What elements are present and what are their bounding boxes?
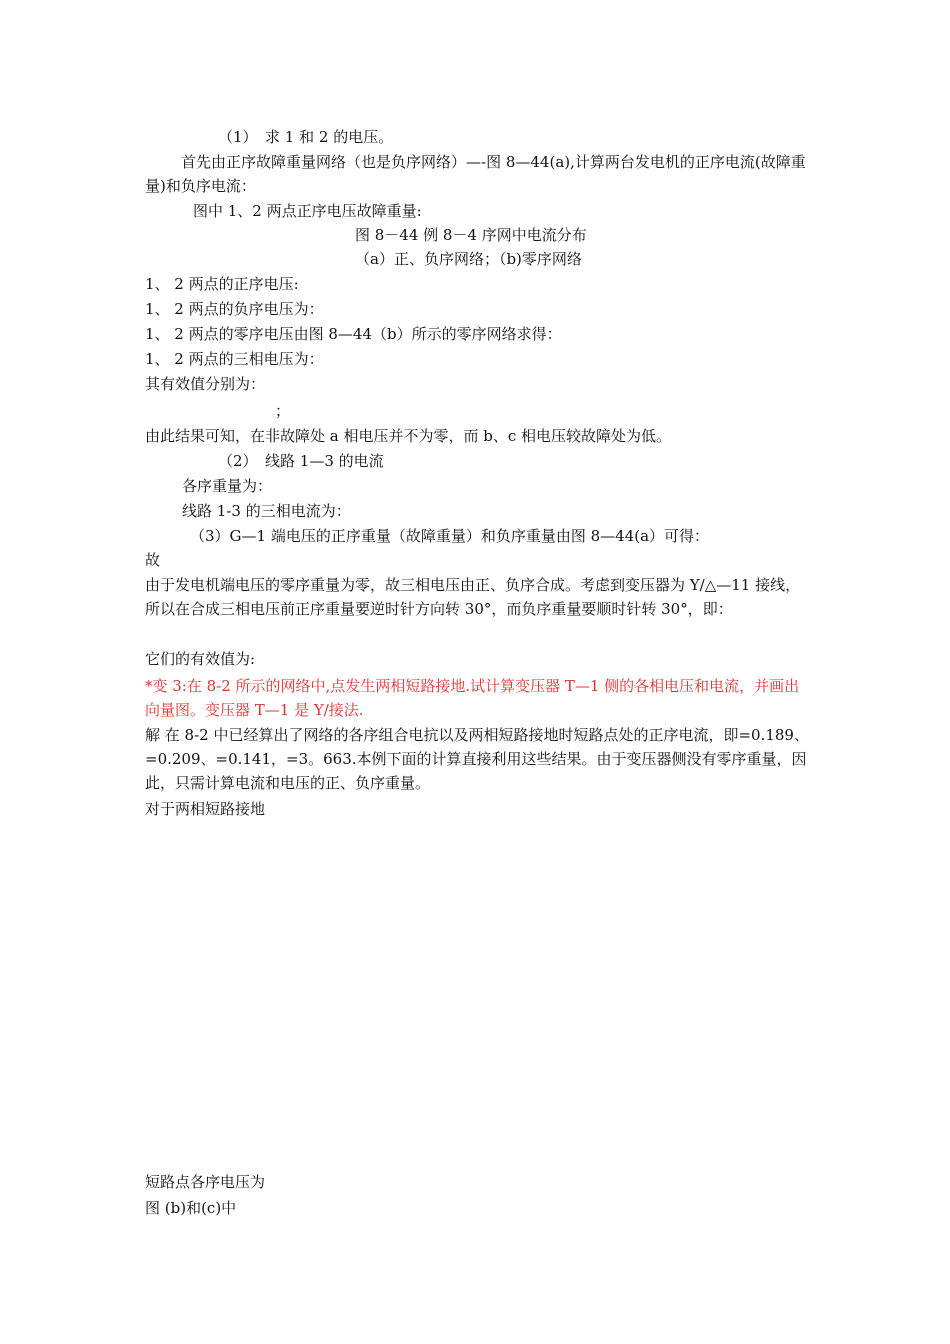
paragraph: 由于发电机端电压的零序重量为零，故三相电压由正、负序合成。考虑到变压器为 Y/△—11 接线，所以在合成三相电压前正序重量要逆时针方向转 30°，而负序重量要顺时针转 30°，即： xyxy=(145,576,801,618)
exercise-statement: *变 3:在 8-2 所示的网络中,点发生两相短路接地.试计算变压器 T—1 侧的各相电压和电流，并画出向量图。变压器 T—1 是 Y/接法. xyxy=(145,677,800,719)
text-line: 图中 1、2 两点正序电压故障重量: xyxy=(193,202,422,220)
text-line: 对于两相短路接地 xyxy=(145,800,266,818)
figure-caption: 图 8－44 例 8－4 序网中电流分布 xyxy=(355,226,587,244)
text-line: 1、 2 两点的负序电压为： xyxy=(145,300,324,318)
text-line: 各序重量为： xyxy=(182,477,273,495)
solution-paragraph: 解 在 8-2 中已经算出了网络的各序组合电抗以及两相短路接地时短路点处的正序电流，即=0.189、=0.209、=0.141，=3。663.本例下面的计算直接利用这些结果。由于变压器侧没有零序重量，因此，只需计算电流和电压的正、负序重量。 xyxy=(145,726,809,792)
section-heading-3: （3）G—1 端电压的正序重量（故障重量）和负序重量由图 8—44(a）可得： xyxy=(190,527,710,545)
figure-subcaption: （a）正、负序网络；（b)零序网络 xyxy=(355,250,582,268)
text-line: 它们的有效值为: xyxy=(145,650,256,668)
text-line: 图 (b)和(c)中 xyxy=(145,1199,237,1217)
section-heading-1: （1） 求 1 和 2 的电压。 xyxy=(218,128,394,146)
text-line: 由此结果可知，在非故障处 a 相电压并不为零，而 b、c 相电压较故障处为低。 xyxy=(145,427,672,445)
punctuation-fragment: ； xyxy=(275,402,291,420)
text-line: 1、 2 两点的三相电压为： xyxy=(145,350,324,368)
text-line: 1、 2 两点的零序电压由图 8—44（b）所示的零序网络求得： xyxy=(145,325,562,343)
text-line: 短路点各序电压为 xyxy=(145,1173,266,1191)
text-line: 故 xyxy=(145,551,161,569)
section-heading-2: （2） 线路 1—3 的电流 xyxy=(218,452,384,470)
text-line: 线路 1-3 的三相电流为： xyxy=(182,502,351,520)
text-line: 其有效值分别为： xyxy=(145,375,266,393)
text-line: 1、 2 两点的正序电压: xyxy=(145,275,299,293)
paragraph: 首先由正序故障重量网络（也是负序网络）—-图 8—44(a),计算两台发电机的正序电流(故障重量)和负序电流： xyxy=(145,153,806,195)
